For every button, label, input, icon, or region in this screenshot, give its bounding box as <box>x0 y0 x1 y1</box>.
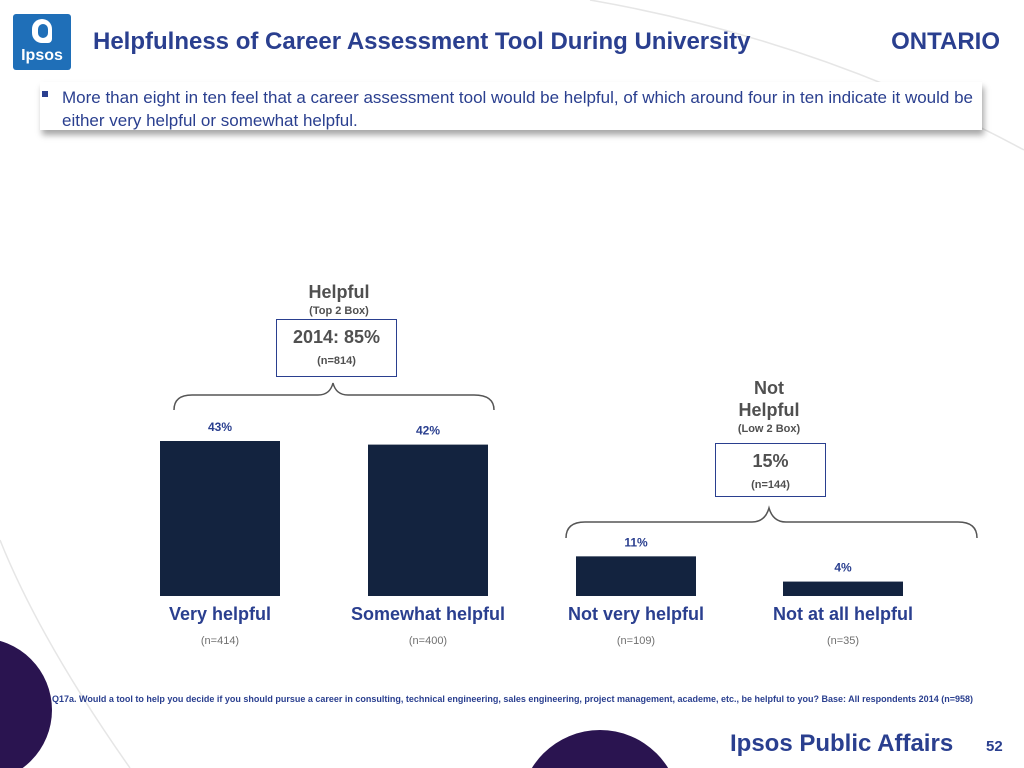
not-helpful-brace <box>566 508 977 538</box>
value-label-very-helpful: 43% <box>207 420 233 434</box>
page-number: 52 <box>986 738 1003 755</box>
value-label-not-very-helpful: 11% <box>624 535 648 550</box>
sample-size-very-helpful: (n=414) <box>200 635 240 647</box>
helpful-group-subtitle: (Top 2 Box) <box>309 305 369 317</box>
sample-size-not-very-helpful: (n=109) <box>616 635 656 647</box>
bar-somewhat-helpful <box>368 445 488 596</box>
ipsos-logo: Ipsos <box>13 14 71 70</box>
not-helpful-total-n: (n=144) <box>751 479 790 491</box>
not-helpful-total-box <box>715 443 826 497</box>
question-footnote: Q17a. Would a tool to help you decide if you should pursue a career in consulting, technical engineering, sales engineering, project management, academe, etc., be helpful to you? Base: All respondents 2014 (n=958) <box>52 694 973 704</box>
not-helpful-title-line2: Helpful <box>738 400 800 420</box>
category-label-very-helpful: Very helpful <box>168 604 272 624</box>
category-label-not-at-all-helpful: Not at all helpful <box>772 604 914 624</box>
not-helpful-group-subtitle: (Low 2 Box) <box>737 423 801 435</box>
page-title: Helpfulness of Career Assessment Tool During University <box>93 28 751 55</box>
not-helpful-total-value: 15% <box>752 451 789 471</box>
helpful-total-box <box>276 319 397 377</box>
value-label-not-at-all-helpful: 4% <box>834 560 852 575</box>
not-helpful-title-line1: Not <box>754 378 784 398</box>
helpful-total-n: (n=814) <box>317 355 356 367</box>
region-label: ONTARIO <box>891 28 1000 55</box>
bar-not-at-all-helpful <box>783 582 903 596</box>
helpful-group-title: Helpful <box>308 282 370 302</box>
helpful-brace <box>174 383 494 410</box>
not-helpful-group-heading <box>712 377 826 435</box>
helpful-total-value: 2014: 85% <box>292 327 381 347</box>
value-label-somewhat-helpful: 42% <box>415 423 441 438</box>
sample-size-somewhat-helpful: (n=400) <box>408 635 448 647</box>
sample-size-not-at-all-helpful: (n=35) <box>826 635 860 647</box>
bar-not-very-helpful <box>576 556 696 596</box>
category-label-somewhat-helpful: Somewhat helpful <box>350 604 506 624</box>
summary-text: More than eight in ten feel that a career assessment tool would be helpful, of which around four in ten indicate it would be either very helpful or somewhat helpful. <box>62 88 973 130</box>
helpful-group-heading <box>276 281 402 317</box>
brand-wordmark: Ipsos Public Affairs <box>730 730 954 757</box>
bar-very-helpful <box>160 441 280 596</box>
category-label-not-very-helpful: Not very helpful <box>567 604 705 624</box>
